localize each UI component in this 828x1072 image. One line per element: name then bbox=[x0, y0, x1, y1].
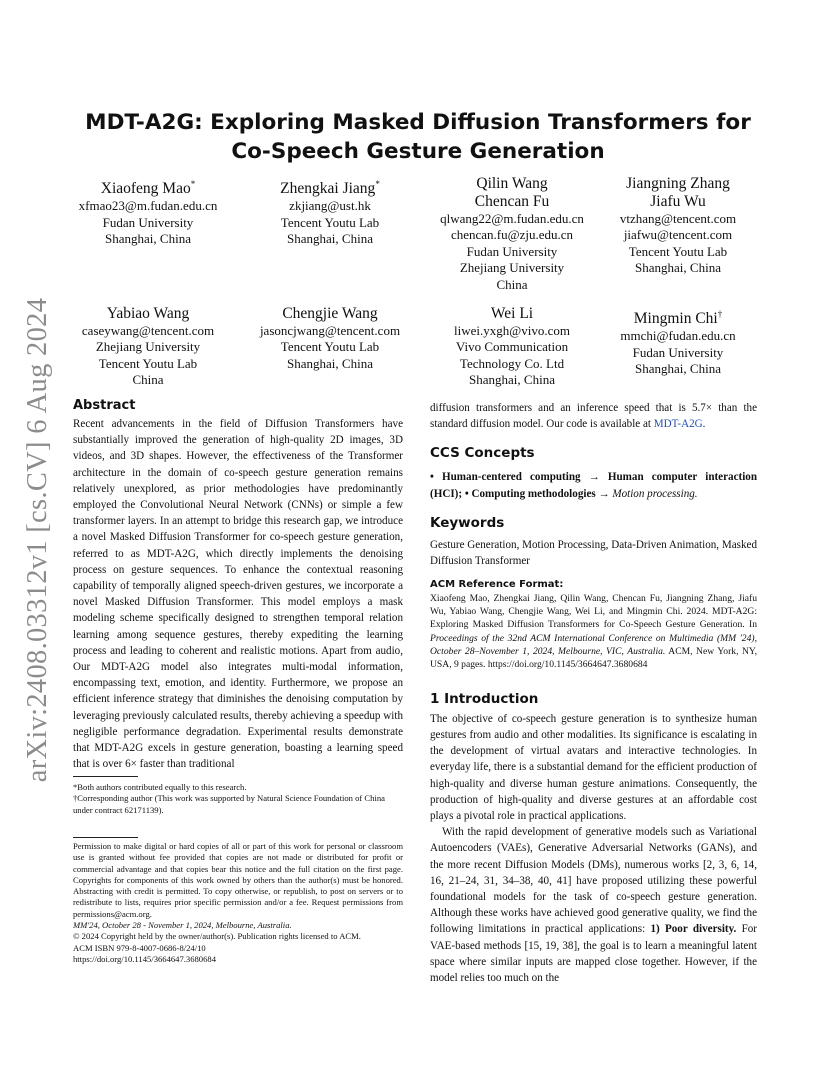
footnote-equal-contrib: *Both authors contributed equally to this research. bbox=[73, 782, 247, 792]
author-location: Shanghai, China bbox=[105, 230, 191, 246]
corresponding-mark: † bbox=[717, 309, 723, 319]
author-email: jasoncjwang@tencent.com bbox=[259, 323, 401, 338]
author-affiliation: Zhejiang University bbox=[459, 260, 565, 276]
abstract-end: . bbox=[702, 418, 706, 431]
ccs-item-motion: Motion processing. bbox=[612, 487, 698, 500]
acm-ref-authors: Xiaofeng Mao, Zhengkai Jiang, Qilin Wang, Chencan Fu, Jiangning Zhang, Jiafu Wu, Yabiao Wang, Chengjie Wang, Wei Li, and Mingmin Chi. 2024. MDT-A2G: Exploring Masked Diffusion Transformers for Co-Speech Gesture Generation. In bbox=[430, 593, 757, 631]
arxiv-id-text: arXiv:2408.03312v1 [cs.CV] 6 Aug 2024 bbox=[22, 297, 53, 783]
acm-ref-publisher: ACM, New York, NY, USA, 9 pages. https://doi.org/10.1145/3664647.3680684 bbox=[430, 645, 757, 670]
author-name: Wei Li bbox=[490, 305, 534, 322]
author-location: China bbox=[496, 276, 528, 292]
acm-reference-heading: ACM Reference Format: bbox=[430, 579, 564, 591]
author-block bbox=[428, 175, 596, 293]
author-email: zkjiang@ust.hk bbox=[289, 198, 371, 214]
acm-ref-proceedings: Proceedings of the 32nd ACM International Conference on Multimedia (MM '24), October 28–November 1, 2024, Melbourne, VIC, Australia. bbox=[430, 632, 757, 657]
author-name: Mingmin Chi bbox=[633, 310, 718, 328]
author-block bbox=[64, 175, 232, 247]
author-email: chencan.fu@zju.edu.cn bbox=[450, 227, 574, 243]
author-name: Jiangning Zhang bbox=[626, 175, 730, 192]
author-affiliation: Vivo Communication bbox=[455, 339, 569, 355]
permission-text: Permission to make digital or hard copies of all or part of this work for personal or classroom use is granted without fee provided that copies are not made or distributed for profit or commercial advantage and that copies bear this notice and the full citation on the first page. Copyrights for components of this work owned by others than the author(s) must be honored. Abstracting with credit is permitted. To copy otherwise, or republish, to post on servers or to redistribute to lists, requires prior specific permission and/or a fee. Request permissions from permissions@acm.org. bbox=[73, 841, 403, 919]
footnote-rule bbox=[73, 776, 138, 777]
author-name: Jiafu Wu bbox=[650, 193, 706, 210]
abstract-cont-text: diffusion transformers and an inference speed that is 5.7× than the standard diffusion model. Our code is available at bbox=[430, 402, 757, 431]
ccs-heading: CCS Concepts bbox=[430, 445, 535, 462]
conference-line: MM'24, October 28 - November 1, 2024, Melbourne, Australia. bbox=[73, 920, 292, 931]
author-block bbox=[594, 305, 762, 377]
author-email: vtzhang@tencent.com bbox=[619, 211, 737, 226]
title-line-1: MDT-A2G: Exploring Masked Diffusion Transformers for bbox=[85, 110, 751, 135]
acm-reference-text bbox=[430, 592, 757, 671]
intro-p2-text-end: For VAE-based methods [15, 19, 38], the goal is to learn a meaningful latent space where similar inputs are mapped close together. However, if the model relies too much on the bbox=[430, 923, 757, 985]
author-name: Zhengkai Jiang bbox=[280, 180, 376, 198]
title-line-2: Co-Speech Gesture Generation bbox=[231, 139, 605, 164]
intro-heading: 1 Introduction bbox=[430, 690, 539, 707]
equal-contrib-mark: * bbox=[375, 179, 380, 189]
permission-rule bbox=[73, 837, 138, 838]
ccs-item-hci: • Human-centered computing → Human computer interaction (HCI); bbox=[430, 471, 757, 500]
ccs-item-computing: • Computing methodologies → bbox=[464, 487, 613, 500]
footnotes bbox=[73, 776, 403, 816]
author-email: xfmao23@m.fudan.edu.cn bbox=[78, 198, 218, 214]
intro-paragraph-2 bbox=[430, 824, 757, 986]
author-location: Shanghai, China bbox=[287, 355, 373, 371]
abstract-text: Recent advancements in the field of Diffusion Transformers have substantially improved the generation of high-quality 2D images, 3D videos, and 3D shapes. However, the effectiveness of the Transformer architecture in the domain of co-speech gesture generation remains relatively unexplored, as prior methodologies have predominantly employed the Convolutional Neural Network (CNNs) or simple a few transformer layers. In an attempt to bridge this research gap, we introduce a novel Masked Diffusion Transformer for co-speech gesture generation, referred to as MDT-A2G, which directly implements the denoising process on gesture sequences. To enhance the contextual reasoning capability of temporally aligned speech-driven gestures, we incorporate a novel Masked Diffusion Transformer. This model employs a mask modeling scheme specifically designed to strengthen temporal relation learning among sequence gestures, thereby expediting the learning process and leading to coherent and realistic motions. Apart from audio, Our MDT-A2G model also integrates multi-modal information, encompassing text, emotion, and identity. Furthermore, we propose an efficient inference strategy that diminishes the denoising computation by leveraging previously calculated results, thereby achieving a speedup with negligible performance degradation. Experimental results demonstrate that MDT-A2G excels in gesture generation, boasting a learning speed that is over 6× faster than traditional bbox=[73, 418, 403, 771]
doi-line: https://doi.org/10.1145/3664647.3680684 bbox=[73, 953, 216, 964]
author-block bbox=[64, 305, 232, 389]
author-location: Shanghai, China bbox=[469, 372, 555, 388]
right-column bbox=[430, 400, 757, 986]
author-affiliation: Fudan University bbox=[632, 344, 724, 360]
author-name: Xiaofeng Mao bbox=[100, 180, 191, 198]
arxiv-identifier bbox=[18, 290, 58, 790]
author-email: mmchi@fudan.edu.cn bbox=[620, 328, 736, 344]
ccs-concepts bbox=[430, 469, 757, 501]
abstract-continued bbox=[430, 400, 757, 432]
isbn-line: ACM ISBN 979-8-4007-0686-8/24/10 bbox=[73, 942, 206, 953]
author-email: caseywang@tencent.com bbox=[81, 323, 215, 338]
author-location: Shanghai, China bbox=[635, 260, 721, 276]
code-link[interactable]: MDT-A2G bbox=[653, 418, 703, 431]
abstract-section bbox=[73, 398, 403, 772]
author-location: Shanghai, China bbox=[635, 360, 721, 376]
author-affiliation: Fudan University bbox=[102, 214, 194, 230]
author-affiliation: Technology Co. Ltd bbox=[459, 355, 565, 371]
footnote-corresponding: †Corresponding author (This work was supported by Natural Science Foundation of China under contract 62171139). bbox=[73, 793, 385, 815]
keywords-text: Gesture Generation, Motion Processing, Data-Driven Animation, Masked Diffusion Transformer bbox=[430, 538, 757, 568]
author-location: Shanghai, China bbox=[287, 230, 373, 246]
author-block bbox=[246, 305, 414, 372]
intro-p2-text: With the rapid development of generative models such as Variational Autoencoders (VAEs), Generative Adversarial Networks (GANs), and the more recent Diffusion Models (DMs), numerous works [2, 3, 6, 14, 16, 21–24, 31, 34–38, 40, 41] have proposed utilizing these powerful foundational models for the task of co-speech gesture generation. Although these works have achieved good generative quality, we find the following limitations in practical applications: bbox=[430, 826, 757, 936]
author-name: Yabiao Wang bbox=[106, 305, 190, 322]
equal-contrib-mark: * bbox=[190, 179, 196, 189]
copyright-line: © 2024 Copyright held by the owner/author(s). Publication rights licensed to ACM. bbox=[73, 931, 361, 942]
author-affiliation: Zhejiang University bbox=[95, 339, 201, 355]
keywords-heading: Keywords bbox=[430, 514, 505, 531]
author-affiliation: Fudan University bbox=[466, 243, 558, 259]
permission-block bbox=[73, 837, 403, 965]
paper-title bbox=[80, 108, 756, 166]
author-affiliation: Tencent Youtu Lab bbox=[280, 339, 380, 355]
author-name: Chencan Fu bbox=[474, 193, 550, 210]
author-name: Qilin Wang bbox=[476, 175, 548, 192]
author-affiliation: Tencent Youtu Lab bbox=[280, 214, 380, 230]
intro-p2-bold: 1) Poor diversity. bbox=[650, 923, 737, 936]
author-block bbox=[428, 305, 596, 389]
author-email: liwei.yxgh@vivo.com bbox=[454, 323, 570, 338]
author-email: qlwang22@m.fudan.edu.cn bbox=[440, 211, 584, 226]
intro-paragraph-1: The objective of co-speech gesture generation is to synthesize human gestures from audio and other modalities. Its significance is escalating in the development of virtual avatars and interactive technologies. In everyday life, there is a substantial demand for the efficient production of high-quality and diverse human gesture animations. Consequently, the production of high-quality and diverse gestures at an affordable cost plays a pivotal role in practical applications. bbox=[430, 712, 757, 822]
abstract-heading: Abstract bbox=[73, 398, 136, 413]
author-block bbox=[594, 175, 762, 277]
author-affiliation: Tencent Youtu Lab bbox=[98, 355, 198, 371]
author-affiliation: Tencent Youtu Lab bbox=[628, 243, 728, 259]
author-location: China bbox=[132, 372, 164, 388]
author-block bbox=[246, 175, 414, 247]
author-email: jiafwu@tencent.com bbox=[623, 227, 733, 243]
author-name: Chengjie Wang bbox=[282, 305, 378, 322]
